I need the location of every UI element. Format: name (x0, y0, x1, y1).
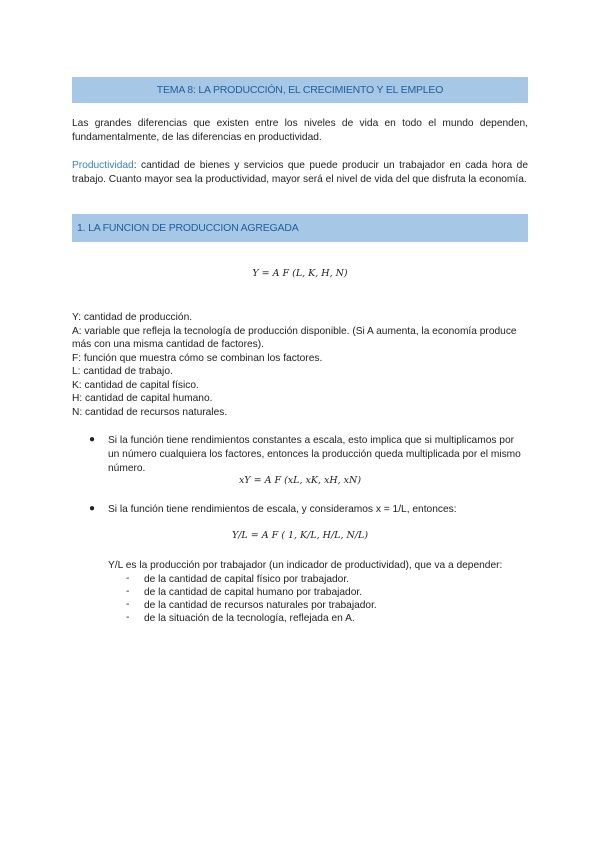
variables-list (72, 311, 528, 419)
per-worker-formula: Y/L = A F ( 1, K/L, H/L, N/L) (231, 530, 369, 541)
dependency-item (108, 586, 528, 599)
section-heading: 1. LA FUNCION DE PRODUCCION AGREGADA (72, 214, 528, 242)
dependency-item (108, 612, 528, 625)
variable-item: Y: cantidad de producción. (72, 312, 193, 323)
scaled-formula: xY = A F (xL, xK, xH, xN) (238, 475, 362, 486)
dash-icon: - (126, 612, 130, 623)
dependency-item (108, 599, 528, 612)
variable-item: L: cantidad de trabajo. (72, 366, 173, 377)
bullet-item (72, 434, 528, 476)
variable-item: A: variable que refleja la tecnología de producción disponible. (Si A aumenta, la economía produce más con una misma cantidad de factores). (72, 325, 517, 350)
variable-item: K: cantidad de capital físico. (72, 379, 199, 391)
variable-item: N: cantidad de recursos naturales. (72, 406, 228, 418)
dependency-text: de la cantidad de recursos naturales por trabajador. (144, 600, 377, 611)
bullet-icon: ● (89, 434, 96, 445)
production-formula: Y = A F (L, K, H, N) (252, 268, 348, 279)
dependency-item (108, 573, 528, 586)
dash-icon: - (126, 586, 130, 597)
bullet-text: Si la función tiene rendimientos de escala, y consideramos x = 1/L, entonces: (108, 504, 457, 515)
variable-item: H: cantidad de capital humano. (72, 393, 213, 404)
dash-icon: - (126, 599, 130, 610)
productividad-term: Productividad (72, 160, 134, 171)
dash-icon: - (126, 573, 130, 584)
dependency-text: de la situación de la tecnología, reflejada en A. (144, 613, 355, 624)
bullet-item (72, 503, 528, 517)
page-title: TEMA 8: LA PRODUCCIÓN, EL CRECIMIENTO Y EL EMPLEO (72, 77, 528, 103)
bullet-text: Si la función tiene rendimientos constantes a escala, esto implica que si multiplicamos por un número cualquiera los factores, entonces la producción queda multiplicada por el mismo número. (108, 435, 521, 474)
dependency-text: de la cantidad de capital humano por trabajador. (144, 587, 363, 598)
productividad-paragraph (72, 159, 528, 187)
per-worker-text: Y/L es la producción por trabajador (un indicador de productividad), que va a depender: (108, 560, 503, 571)
dependency-text: de la cantidad de capital físico por trabajador. (144, 574, 350, 585)
intro-paragraph: Las grandes diferencias que existen entre los niveles de vida en todo el mundo dependen, fundamentalmente, de las diferencias en productividad. (72, 118, 528, 143)
variable-item: F: función que muestra cómo se combinan los factores. (72, 352, 323, 364)
bullet-icon: ● (89, 503, 96, 514)
productividad-definition: : cantidad de bienes y servicios que puede producir un trabajador en cada hora de trabajo. Cuanto mayor sea la productividad, mayor será el nivel de vida del que disfruta la economía. (72, 160, 528, 185)
